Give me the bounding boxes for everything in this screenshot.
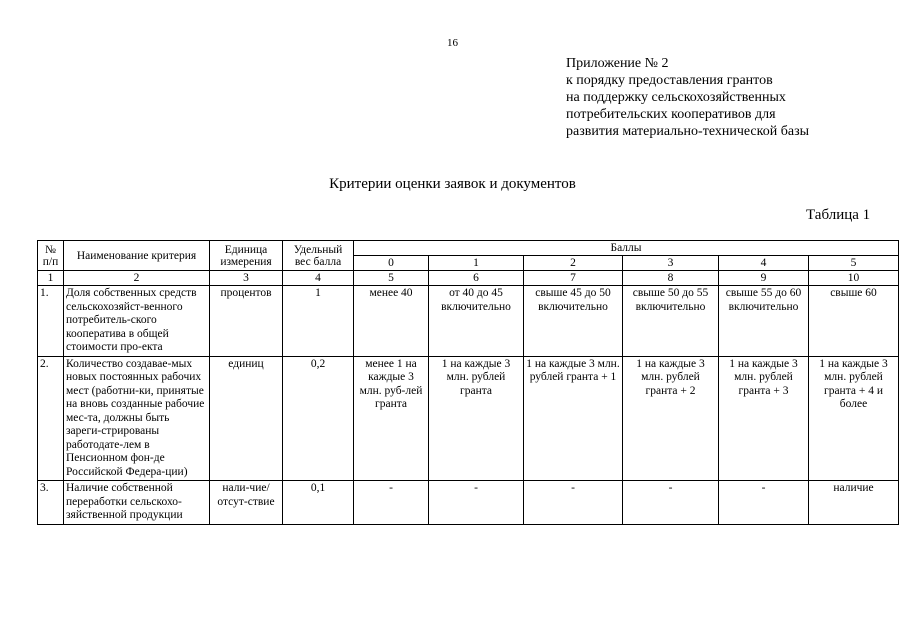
column-number: 7 (524, 271, 623, 286)
score-cell: менее 40 (354, 286, 429, 357)
header-name: Наименование критерия (64, 241, 210, 271)
score-cell: свыше 60 (809, 286, 899, 357)
header-weight: Удельный вес балла (283, 241, 354, 271)
column-number: 3 (210, 271, 283, 286)
criterion-name: Количество создавае-мых новых постоянных рабочих мест (работни-ки, принятые на вновь созданные рабочие мес-та, должны быть зареги-стрированы работодате-лем в Пенсионном фон-де Российской Федера-ции) (64, 356, 210, 481)
column-number: 8 (623, 271, 719, 286)
score-cell: менее 1 на каждые 3 млн. руб-лей гранта (354, 356, 429, 481)
weight-cell: 0,1 (283, 481, 354, 525)
row-num: 2. (38, 356, 64, 481)
table-row (38, 286, 899, 357)
criteria-table (37, 240, 899, 525)
score-cell: - (623, 481, 719, 525)
column-number: 1 (38, 271, 64, 286)
score-cell: свыше 55 до 60 включительно (719, 286, 809, 357)
column-number: 6 (429, 271, 524, 286)
column-number: 10 (809, 271, 899, 286)
header-points: Баллы (354, 241, 899, 256)
header-num: № п/п (38, 241, 64, 271)
unit-cell: процентов (210, 286, 283, 357)
header-unit: Единица измерения (210, 241, 283, 271)
table-row (38, 356, 899, 481)
score-cell: наличие (809, 481, 899, 525)
table-label: Таблица 1 (806, 207, 871, 223)
score-cell: 1 на каждые 3 млн. рублей гранта + 3 (719, 356, 809, 481)
score-cell: 1 на каждые 3 млн. рублей гранта (429, 356, 524, 481)
score-cell: - (719, 481, 809, 525)
score-cell: - (429, 481, 524, 525)
header-points-value: 3 (623, 256, 719, 271)
score-cell: от 40 до 45 включительно (429, 286, 524, 357)
column-number: 5 (354, 271, 429, 286)
weight-cell: 0,2 (283, 356, 354, 481)
appendix-heading (566, 55, 809, 140)
score-cell: свыше 50 до 55 включительно (623, 286, 719, 357)
score-cell: свыше 45 до 50 включительно (524, 286, 623, 357)
column-number: 4 (283, 271, 354, 286)
appendix-line: потребительских кооперативов для (566, 107, 776, 122)
score-cell: 1 на каждые 3 млн. рублей гранта + 4 и более (809, 356, 899, 481)
appendix-line: к порядку предоставления грантов (566, 73, 773, 88)
header-points-value: 4 (719, 256, 809, 271)
unit-cell: единиц (210, 356, 283, 481)
header-points-value: 1 (429, 256, 524, 271)
header-row (38, 241, 899, 256)
header-points-value: 2 (524, 256, 623, 271)
row-num: 1. (38, 286, 64, 357)
score-cell: 1 на каждые 3 млн. рублей гранта + 1 (524, 356, 623, 481)
weight-cell: 1 (283, 286, 354, 357)
column-number: 2 (64, 271, 210, 286)
document-title: Критерии оценки заявок и документов (329, 176, 576, 192)
appendix-line: развития материально-технической базы (566, 124, 810, 139)
score-cell: 1 на каждые 3 млн. рублей гранта + 2 (623, 356, 719, 481)
criterion-name: Доля собственных средств сельскохозяйст-венного потребитель-ского кооператива в общей стоимости про-екта (64, 286, 210, 357)
unit-cell: нали-чие/отсут-ствие (210, 481, 283, 525)
table-row (38, 481, 899, 525)
column-number-row (38, 271, 899, 286)
page-number: 16 (447, 37, 458, 49)
criterion-name: Наличие собственной переработки сельскохо-зяйственной продукции (64, 481, 210, 525)
score-cell: - (354, 481, 429, 525)
appendix-line: Приложение № 2 (566, 56, 669, 71)
row-num: 3. (38, 481, 64, 525)
header-points-value: 0 (354, 256, 429, 271)
score-cell: - (524, 481, 623, 525)
column-number: 9 (719, 271, 809, 286)
appendix-line: на поддержку сельскохозяйственных (566, 90, 786, 105)
header-points-value: 5 (809, 256, 899, 271)
